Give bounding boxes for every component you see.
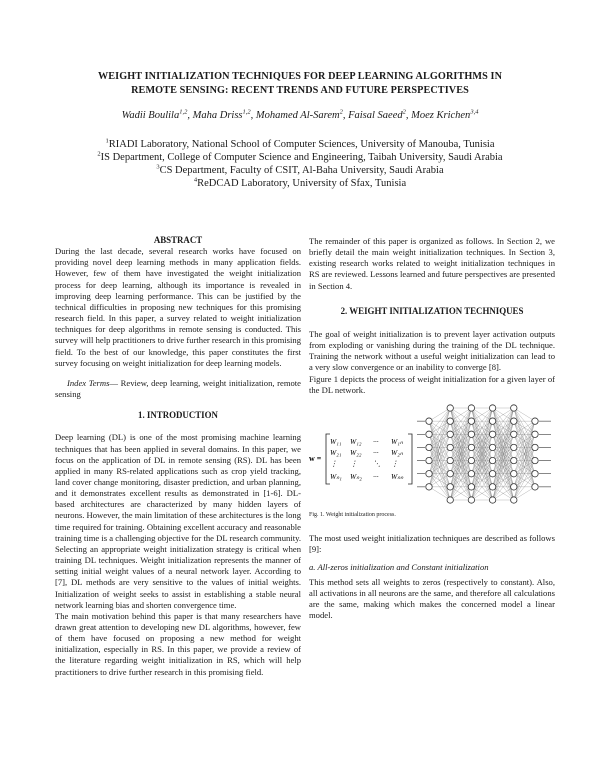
network-neuron <box>447 444 453 450</box>
network-neuron <box>532 444 538 450</box>
matrix-cell: ··· <box>373 447 379 457</box>
network-edge <box>514 487 535 500</box>
author: Moez Krichen$^{3,4}$ <box>411 108 479 121</box>
network-neuron <box>447 497 453 503</box>
network-neuron <box>489 470 495 476</box>
matrix-right-bracket <box>408 434 412 484</box>
network-neuron <box>489 497 495 503</box>
left-column <box>55 235 301 678</box>
network-edge <box>429 487 450 500</box>
network-edge <box>514 434 535 500</box>
network-neuron <box>447 470 453 476</box>
network-neuron <box>447 457 453 463</box>
network-neuron <box>489 418 495 424</box>
subsection-heading: a. All-zeros initialization and Constant initialization <box>309 562 489 573</box>
network-neuron <box>489 457 495 463</box>
matrix-cells <box>330 437 404 481</box>
network-neuron <box>426 444 432 450</box>
title-line: WEIGHT INITIALIZATION TECHNIQUES FOR DEEP LEARNING ALGORITHMS IN <box>97 71 503 82</box>
affiliation-list <box>40 138 560 190</box>
network-edge <box>514 408 535 421</box>
network-neuron <box>511 457 517 463</box>
network-neuron <box>447 405 453 411</box>
abstract-heading: ABSTRACT <box>153 235 203 245</box>
network-neuron <box>447 484 453 490</box>
matrix-cell: Wₙ₁ <box>330 471 342 481</box>
network-neuron <box>468 470 474 476</box>
matrix-cell: Wₙ₂ <box>350 471 362 481</box>
matrix-cell: Wₙₙ <box>391 471 404 481</box>
network-edges <box>417 408 551 500</box>
affiliation: $^3$CS Department, Faculty of CSIT, Al-Baha University, Saudi Arabia <box>156 163 444 176</box>
affiliation: $^2$IS Department, College of Computer Science and Engineering, Taibah University, Saudi Arabia <box>97 150 503 163</box>
author: Wadii Boulila$^{1,2}$ <box>121 108 188 121</box>
matrix-cell: ··· <box>373 436 379 446</box>
abstract-text: During the last decade, several research works have focused on providing novel deep learning methods in many application fields. However, few of them have investigated the weight initialization process for deep learning, although its importance is revealed in improving deep learning performance. This can be justified by the technical difficulties in proposing new techniques for this promising research field. In this paper, a survey related to weight initialization techniques for deep algorithms in remote sensing is conducted. This survey will help practitioners to drive further research in this promising field. To the best of our knowledge, this paper constitutes the first survey focusing on weight initialization for deep learning models. <box>55 246 301 368</box>
matrix-lhs: w = <box>309 453 322 463</box>
intro-heading: 1. INTRODUCTION <box>138 410 218 421</box>
section2-heading: 2. WEIGHT INITIALIZATION TECHNIQUES <box>340 305 524 316</box>
matrix-cell: ⋮ <box>350 458 358 468</box>
network-neuron <box>511 497 517 503</box>
intro-paragraph: The main motivation behind this paper is that many researchers have drawn great attention to developing new DL algorithms, however, few of them have focused on proposing a new method for weight initialization, especially in RS. In this paper, we provide a review of the literature regarding weight initialization in RS, which will help practitioners to drive further research in this promising field. <box>55 610 301 677</box>
title-line: REMOTE SENSING: RECENT TRENDS AND FUTURE PERSPECTIVES <box>131 85 469 96</box>
matrix-cell: W₁₂ <box>350 436 362 446</box>
author: Maha Driss$^{1,2}$ <box>192 108 251 121</box>
network-neuron <box>532 457 538 463</box>
section2-paragraph: This method sets all weights to zeros (respectively to constant). Also, all activations in all neurons are the same, and therefore all calculations are the same, making which makes the concerned model a linear model. <box>309 576 555 620</box>
network-neuron <box>511 470 517 476</box>
figure-caption: Fig. 1. Weight initialization process. <box>309 511 396 518</box>
network-neuron <box>426 484 432 490</box>
network-neuron <box>532 484 538 490</box>
network-neuron <box>468 418 474 424</box>
network-neuron <box>468 484 474 490</box>
matrix-cell: W₂ₙ <box>391 447 403 457</box>
network-neuron <box>489 444 495 450</box>
network-neuron <box>426 431 432 437</box>
network-neuron <box>447 418 453 424</box>
author-list: Wadii Boulila$^{1,2}$, Maha Driss$^{1,2}$, Mohamed Al-Sarem$^2$, Faisal Saeed$^2$, Moez Krichen$^{3,4}$ <box>121 108 479 121</box>
author: Mohamed Al-Sarem$^2$ <box>255 108 343 121</box>
affiliation: $^1$RIADI Laboratory, National School of Computer Sciences, University of Manouba, Tunisia <box>105 137 495 150</box>
affiliation: $^4$ReDCAD Laboratory, University of Sfax, Tunisia <box>193 176 407 189</box>
figure-drawing <box>309 402 555 506</box>
section2-paragraph: The goal of weight initialization is to prevent layer activation outputs from exploding or vanishing during the training of the DL technique. Training the network without a useful weight initialization can lead to a very slow convergence or an inability to converge [8]. <box>309 328 555 373</box>
network-neuron <box>468 405 474 411</box>
intro-paragraph: Deep learning (DL) is one of the most promising machine learning techniques that has been applied in several domains. In this paper, we focus on the application of DL in remote sensing (RS). DL has been applied in many RS-related applications such as crop yield tracking, land cover change monitoring, disaster prediction, and urban planning, and it demonstrates excellent results as demonstrated in [1-6]. DL-based architectures are characterized by many hidden layers of neurons. However, the main limitation of these architectures is the long time required for training. Obtaining excellent accuracy and reasonable training time is a challenging objective for the DL research community. Selecting an appropriate weight initialization strategy is critical when training DL techniques. Weight initialization represents the manner of setting initial weight values of a neural network layer. According to [7], DL methods are very sensitive to the values of initial weights. Initialization of weight seeks to assist in establishing a stable neural network learning bias and shorten convergence time. <box>55 432 301 610</box>
matrix-cell: ⋮ <box>330 458 338 468</box>
network-neuron <box>532 431 538 437</box>
network-neuron <box>511 484 517 490</box>
index-terms: Index Terms— Review, deep learning, weight initialization, remote sensing <box>55 377 301 400</box>
network-neuron <box>532 418 538 424</box>
matrix-cell: W₁ₙ <box>391 436 403 446</box>
network-neuron <box>489 431 495 437</box>
network-neuron <box>468 457 474 463</box>
network-neuron <box>426 457 432 463</box>
matrix-cell: W₂₂ <box>350 447 362 457</box>
outline-paragraph: The remainder of this paper is organized as follows. In Section 2, we briefly detail the main weight initialization techniques. In Section 3, existing research works related to weight initialization techniques in RS are reviewed. Lessons learned and future perspectives are presented in Section 4. <box>309 236 555 291</box>
author: Faisal Saeed$^2$ <box>348 108 406 121</box>
paper-title <box>40 70 560 98</box>
network-neuron <box>511 431 517 437</box>
network-neuron <box>426 418 432 424</box>
network-neuron <box>489 405 495 411</box>
network-neuron <box>489 484 495 490</box>
network-edge <box>429 408 450 447</box>
network-neuron <box>468 444 474 450</box>
network-neuron <box>511 418 517 424</box>
matrix-cell: ⋱ <box>373 458 381 468</box>
network-edge <box>429 408 450 474</box>
network-neuron <box>511 405 517 411</box>
network-neuron <box>468 497 474 503</box>
section2-paragraph: Figure 1 depicts the process of weight initialization for a given layer of the DL network. <box>309 373 555 395</box>
network-neuron <box>532 470 538 476</box>
network-neuron <box>426 470 432 476</box>
network-neuron <box>447 431 453 437</box>
matrix-cell: ⋮ <box>391 458 399 468</box>
network-edge <box>429 408 450 421</box>
matrix-cell: W₁₁ <box>330 436 342 446</box>
network-neuron <box>511 444 517 450</box>
section2-paragraph: The most used weight initialization techniques are described as follows [9]: <box>309 533 555 555</box>
figure-weight-initialization <box>309 402 555 506</box>
network-edge <box>514 460 535 499</box>
matrix-cell: ··· <box>373 471 379 481</box>
network-neuron <box>468 431 474 437</box>
right-column <box>309 236 555 621</box>
matrix-cell: W₂₁ <box>330 447 342 457</box>
